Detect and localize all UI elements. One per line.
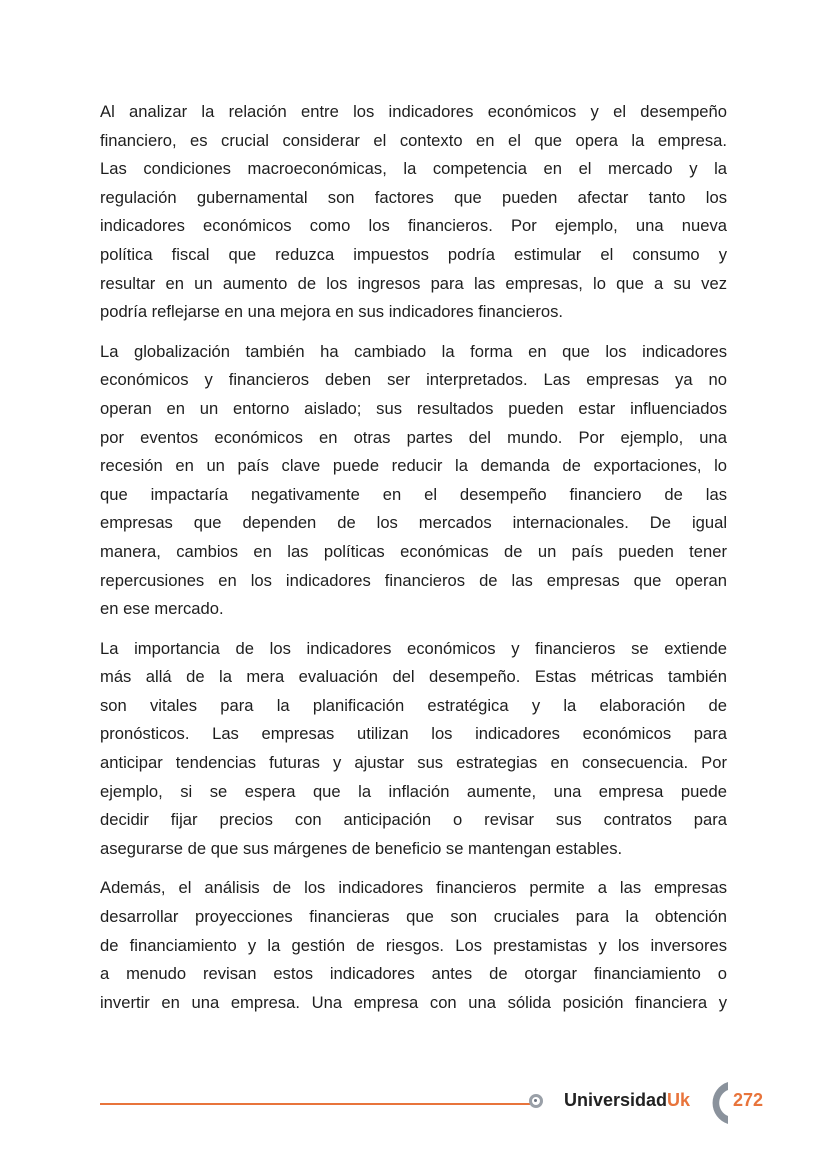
target-icon [529, 1094, 543, 1108]
paragraph [100, 874, 727, 1017]
text-line: desarrollar proyecciones financieras que son cruciales para la obtención [100, 907, 727, 927]
footer-divider [100, 1103, 530, 1105]
brand-logo [564, 1090, 690, 1111]
text-line: a menudo revisan estos indicadores antes de otorgar financiamiento o [100, 964, 727, 984]
text-line: por eventos económicos en otras partes del mundo. Por ejemplo, una [100, 427, 727, 447]
text-line: repercusiones en los indicadores financieros de las empresas que operan [100, 570, 727, 590]
text-line: La importancia de los indicadores económicos y financieros se extiende [100, 638, 727, 658]
text-line: política fiscal que reduzca impuestos podría estimular el consumo y [100, 244, 727, 264]
text-line: de financiamiento y la gestión de riesgos. Los prestamistas y los inversores [100, 935, 727, 955]
page-body [100, 98, 727, 1028]
text-line: operan en un entorno aislado; sus resultados pueden estar influenciados [100, 398, 727, 418]
text-line: anticipar tendencias futuras y ajustar sus estrategias en consecuencia. Por [100, 753, 727, 773]
text-line: podría reflejarse en una mejora en sus indicadores financieros. [100, 302, 564, 322]
brand-main: Universidad [564, 1090, 668, 1110]
text-line: Además, el análisis de los indicadores financieros permite a las empresas [100, 878, 727, 898]
page-number: 272 [733, 1090, 764, 1110]
text-line: La globalización también ha cambiado la forma en que los indicadores [100, 341, 727, 361]
text-line: en ese mercado. [100, 599, 224, 619]
text-line: que impactaría negativamente en el desempeño financiero de las [100, 484, 727, 504]
text-line: indicadores económicos como los financieros. Por ejemplo, una nueva [100, 216, 727, 236]
text-line: ejemplo, si se espera que la inflación aumente, una empresa puede [100, 781, 727, 801]
text-line: manera, cambios en las políticas económicas de un país pueden tener [100, 541, 727, 561]
text-line: son vitales para la planificación estratégica y la elaboración de [100, 695, 727, 715]
text-line: Al analizar la relación entre los indicadores económicos y el desempeño [100, 102, 727, 121]
text-line: más allá de la mera evaluación del desempeño. Estas métricas también [100, 667, 727, 687]
text-line: invertir en una empresa. Una empresa con una sólida posición financiera y [100, 992, 727, 1012]
paragraph [100, 338, 727, 624]
brand-accent: Uk [667, 1090, 691, 1110]
text-line: pronósticos. Las empresas utilizan los indicadores económicos para [100, 724, 727, 744]
text-line: financiero, es crucial considerar el contexto en el que opera la empresa. [100, 130, 727, 150]
text-line: económicos y financieros deben ser interpretados. Las empresas ya no [100, 370, 727, 390]
text-line: recesión en un país clave puede reducir la demanda de exportaciones, lo [100, 456, 727, 476]
paragraph [100, 635, 727, 864]
text-line: asegurarse de que sus márgenes de beneficio se mantengan estables. [100, 838, 623, 858]
text-line: resultar en un aumento de los ingresos para las empresas, lo que a su vez [100, 273, 727, 293]
text-line: decidir fijar precios con anticipación o revisar sus contratos para [100, 810, 727, 830]
text-line: regulación gubernamental son factores que pueden afectar tanto los [100, 187, 727, 207]
text-line: Las condiciones macroeconómicas, la competencia en el mercado y la [100, 159, 727, 179]
paragraph [100, 98, 727, 327]
text-line: empresas que dependen de los mercados internacionales. De igual [100, 513, 727, 533]
